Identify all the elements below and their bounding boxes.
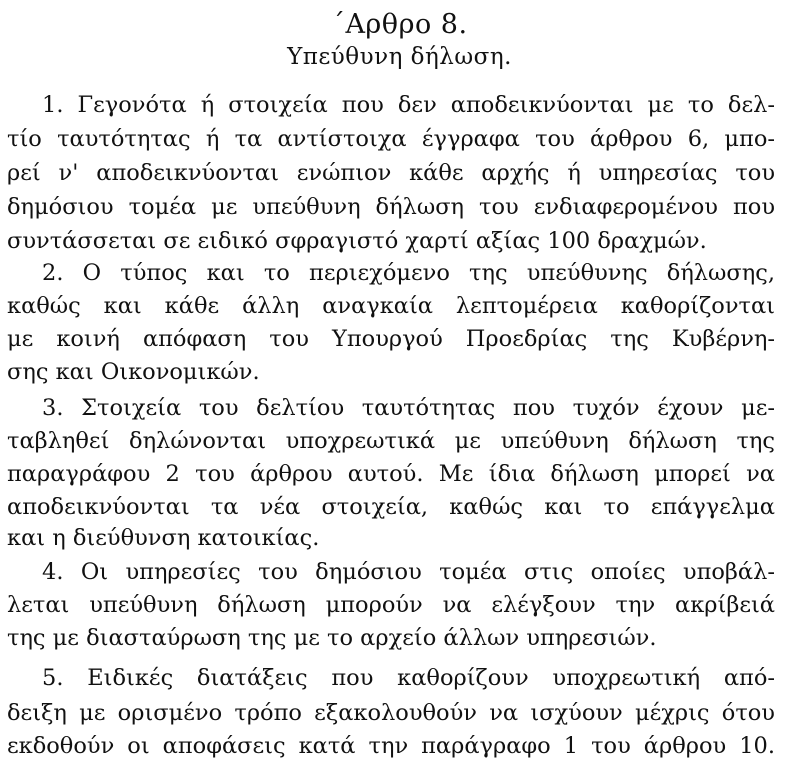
paragraph-5-line-2: δειξη με ορισμένο τρόπο εξακολουθούν να ισχύουν μέχρις ότου: [7, 700, 775, 726]
paragraph-3-line-5: και η διεύθυνση κατοικίας.: [7, 525, 320, 551]
paragraph-3-line-1: 3. Στοιχεία του δελτίου ταυτότητας που τυχόν έχουν με-: [42, 395, 775, 421]
paragraph-2-line-2: καθώς και κάθε άλλη αναγκαία λεπτομέρεια καθορίζονται: [7, 293, 775, 319]
paragraph-2-line-4: σης και Οικονομικών.: [7, 359, 260, 385]
paragraph-2-line-3: με κοινή απόφαση του Υπουργού Προεδρίας της Κυβέρνη-: [7, 326, 775, 352]
article-title: Υπεύθυνη δήλωση.: [287, 44, 512, 70]
paragraph-4-line-3: της με διασταύρωση της με το αρχείο άλλων υπηρεσιών.: [7, 625, 657, 651]
paragraph-4-line-2: λεται υπεύθυνη δήλωση μπορούν να ελέγξουν την ακρίβειά: [7, 592, 775, 618]
paragraph-2-line-1: 2. Ο τύπος και το περιεχόμενο της υπεύθυνης δήλωσης,: [42, 260, 775, 286]
paragraph-4-line-1: 4. Οι υπηρεσίες του δημόσιου τομέα στις οποίες υποβάλ-: [42, 559, 775, 585]
paragraph-1-line-5: συντάσσεται σε ειδικό σφραγιστό χαρτί αξίας 100 δραχμών.: [7, 228, 707, 254]
paragraph-3-line-4: αποδεικνύονται τα νέα στοιχεία, καθώς και το επάγγελμα: [7, 494, 775, 520]
paragraph-5-line-3: εκδοθούν οι αποφάσεις κατά την παράγραφο 1 του άρθρου 10.: [7, 733, 775, 759]
paragraph-5-line-1: 5. Ειδικές διατάξεις που καθορίζουν υποχρεωτική από-: [42, 665, 775, 691]
paragraph-1-line-2: τίο ταυτότητας ή τα αντίστοιχα έγγραφα του άρθρου 6, μπο-: [7, 126, 775, 152]
paragraph-1-line-3: ρεί ν' αποδεικνύονται ενώπιον κάθε αρχής ή υπηρεσίας του: [7, 160, 775, 186]
paragraph-1-line-1: 1. Γεγονότα ή στοιχεία που δεν αποδεικνύονται με το δελ-: [42, 92, 775, 118]
paragraph-3-line-3: παραγράφου 2 του άρθρου αυτού. Με ίδια δήλωση μπορεί να: [7, 461, 775, 487]
paragraph-1-line-4: δημόσιου τομέα με υπεύθυνη δήλωση του ενδιαφερομένου που: [7, 194, 775, 220]
article-number: ΄Αρθρο 8.: [331, 9, 468, 40]
paragraph-3-line-2: ταβληθεί δηλώνονται υποχρεωτικά με υπεύθυνη δήλωση της: [7, 428, 775, 454]
